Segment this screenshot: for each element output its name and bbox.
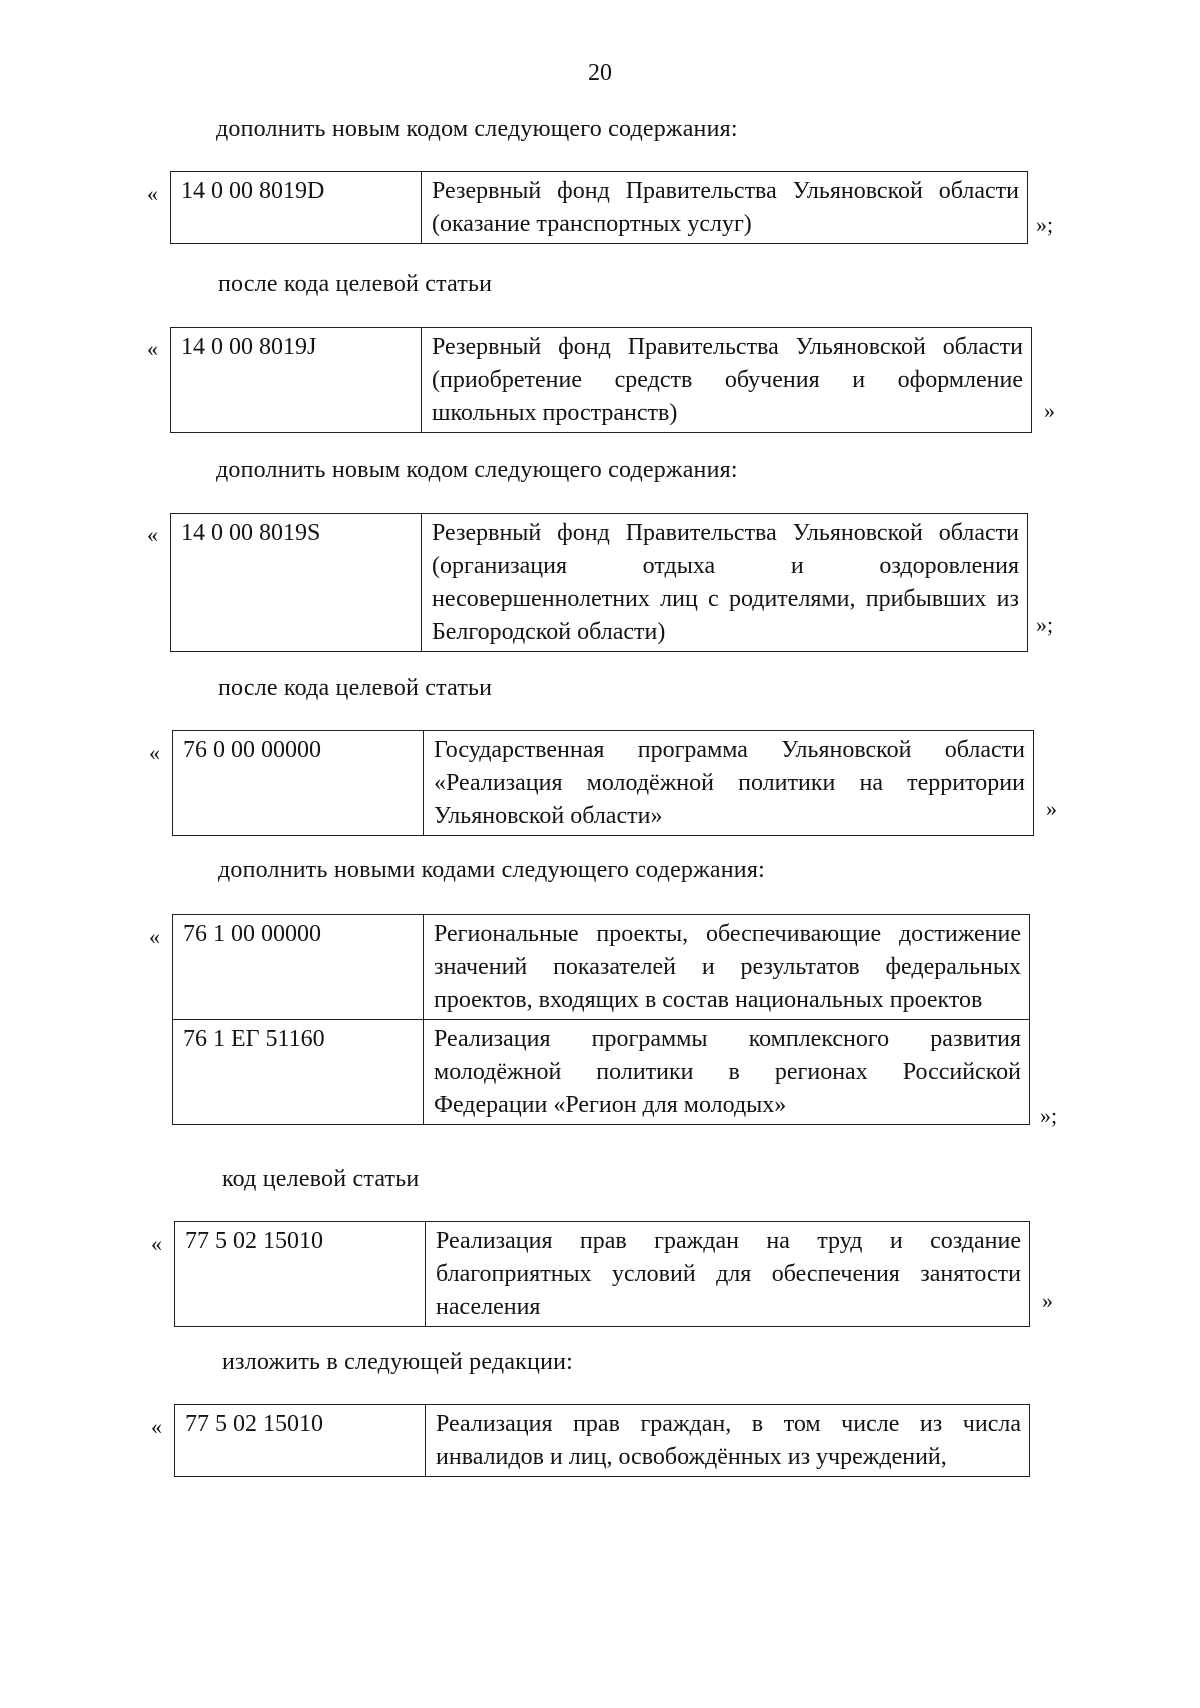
opening-quote: «: [151, 1231, 162, 1256]
page-number: 20: [588, 60, 612, 86]
target-article-code: 77 5 02 15010: [175, 1222, 426, 1327]
code-table: [170, 171, 1028, 244]
instruction-text: дополнить новым кодом следующего содержания:: [216, 457, 738, 483]
opening-quote: «: [147, 336, 158, 361]
instruction-text: дополнить новыми кодами следующего содержания:: [218, 857, 765, 883]
target-article-code: 77 5 02 15010: [175, 1405, 426, 1477]
target-article-description: Реализация прав граждан, в том числе из числа инвалидов и лиц, освобождённых из учреждений,: [426, 1405, 1030, 1477]
code-table: [172, 914, 1030, 1125]
table-row: [173, 731, 1034, 836]
table-row: [171, 172, 1028, 244]
target-article-code: 14 0 00 8019S: [171, 514, 422, 652]
instruction-text: код целевой статьи: [222, 1166, 420, 1192]
code-table: [172, 730, 1034, 836]
closing-quote: »: [1044, 398, 1055, 423]
target-article-description: Реализация прав граждан на труд и создание благоприятных условий для обеспечения занятости населения: [426, 1222, 1030, 1327]
opening-quote: «: [151, 1414, 162, 1439]
target-article-description: Резервный фонд Правительства Ульяновской области (приобретение средств обучения и оформление школьных пространств): [422, 328, 1032, 433]
table-row: [171, 514, 1028, 652]
table-row: [173, 915, 1030, 1020]
opening-quote: «: [147, 181, 158, 206]
table-row: [173, 1020, 1030, 1125]
target-article-code: 76 0 00 00000: [173, 731, 424, 836]
opening-quote: «: [149, 924, 160, 949]
closing-quote: »;: [1036, 612, 1054, 637]
closing-quote: »;: [1036, 212, 1054, 237]
table-row: [175, 1222, 1030, 1327]
closing-quote: »: [1042, 1288, 1053, 1313]
code-table: [170, 513, 1028, 652]
closing-quote: »;: [1040, 1103, 1058, 1128]
code-table: [174, 1404, 1030, 1477]
target-article-description: Резервный фонд Правительства Ульяновской области (организация отдыха и оздоровления несовершеннолетних лиц с родителями, прибывших из Белгородской области): [422, 514, 1028, 652]
target-article-description: Резервный фонд Правительства Ульяновской области (оказание транспортных услуг): [422, 172, 1028, 244]
target-article-code: 14 0 00 8019J: [171, 328, 422, 433]
table-row: [175, 1405, 1030, 1477]
target-article-description: Региональные проекты, обеспечивающие достижение значений показателей и результатов федеральных проектов, входящих в состав национальных проектов: [424, 915, 1030, 1020]
instruction-text: дополнить новым кодом следующего содержания:: [216, 116, 738, 142]
opening-quote: «: [149, 740, 160, 765]
opening-quote: «: [147, 522, 158, 547]
target-article-code: 76 1 ЕГ 51160: [173, 1020, 424, 1125]
code-table: [174, 1221, 1030, 1327]
instruction-text: изложить в следующей редакции:: [222, 1349, 574, 1375]
target-article-description: Реализация программы комплексного развития молодёжной политики в регионах Российской Федерации «Регион для молодых»: [424, 1020, 1030, 1125]
closing-quote: »: [1046, 796, 1057, 821]
target-article-code: 14 0 00 8019D: [171, 172, 422, 244]
instruction-text: после кода целевой статьи: [218, 271, 493, 297]
target-article-code: 76 1 00 00000: [173, 915, 424, 1020]
target-article-description: Государственная программа Ульяновской области «Реализация молодёжной политики на территории Ульяновской области»: [424, 731, 1034, 836]
table-row: [171, 328, 1032, 433]
code-table: [170, 327, 1032, 433]
instruction-text: после кода целевой статьи: [218, 675, 493, 701]
